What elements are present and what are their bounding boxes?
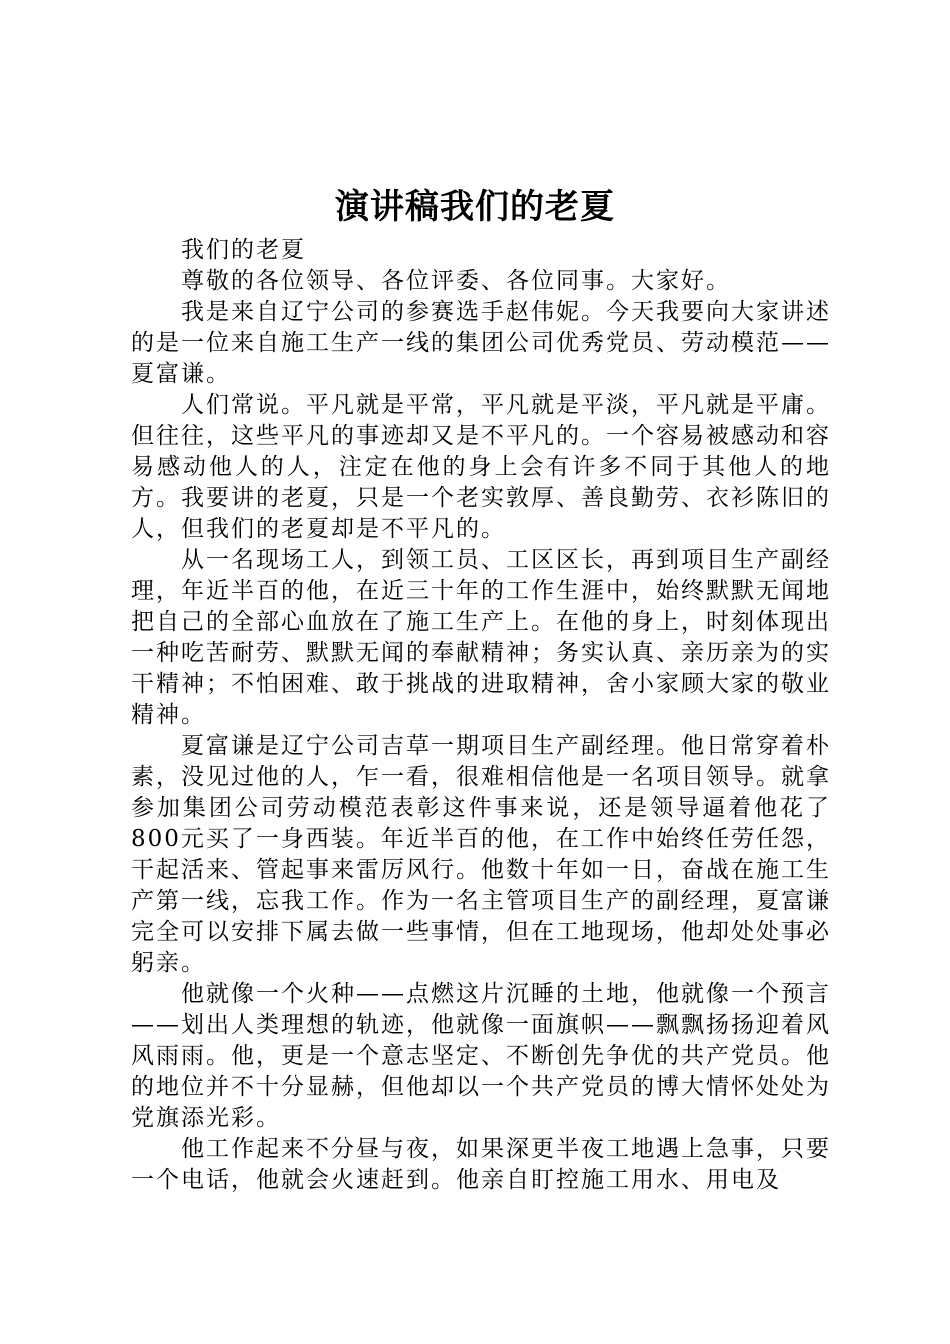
paragraph-greeting: 尊敬的各位领导、各位评委、各位同事。大家好。 — [181, 268, 731, 294]
paragraph: 夏富谦是辽宁公司吉草一期项目生产副经理。他日常穿着朴素，没见过他的人，乍一看，很难相信他是一名项目领导。就拿参加集团公司劳动模范表彰这件事来说，还是领导逼着他花了800元买了一身西装。年近半百的他，在工作中始终任劳任怨，干起活来、管起事来雷厉风行。他数十年如一日，奋战在施工生产第一线，忘我工作。作为一名主管项目生产的副经理，夏富谦完全可以安排下属去做一些事情，但在工地现场，他却处处事必躬亲。 — [131, 733, 831, 976]
document-body — [131, 235, 831, 1196]
paragraph: 我是来自辽宁公司的参赛选手赵伟妮。今天我要向大家讲述的是一位来自施工生产一线的集团公司优秀党员、劳动模范——夏富谦。 — [131, 299, 831, 387]
paragraph-heading: 我们的老夏 — [181, 237, 306, 263]
paragraph: 他就像一个火种——点燃这片沉睡的土地，他就像一个预言——划出人类理想的轨迹，他就像一面旗帜——飘飘扬扬迎着风风雨雨。他，更是一个意志坚定、不断创先争优的共产党员。他的地位并不十分显赫，但他却以一个共产党员的博大情怀处处为党旗添光彩。 — [131, 981, 831, 1131]
paragraph: 人们常说。平凡就是平常，平凡就是平淡，平凡就是平庸。但往往，这些平凡的事迹却又是不平凡的。一个容易被感动和容易感动他人的人，注定在他的身上会有许多不同于其他人的地方。我要讲的老夏，只是一个老实敦厚、善良勤劳、衣衫陈旧的人，但我们的老夏却是不平凡的。 — [131, 392, 831, 542]
paragraph: 从一名现场工人，到领工员、工区区长，再到项目生产副经理，年近半百的他，在近三十年的工作生涯中，始终默默无闻地把自己的全部心血放在了施工生产上。在他的身上，时刻体现出一种吃苦耐劳、默默无闻的奉献精神；务实认真、亲历亲为的实干精神；不怕困难、敢于挑战的进取精神，舍小家顾大家的敬业精神。 — [131, 547, 831, 728]
paragraph: 他工作起来不分昼与夜，如果深更半夜工地遇上急事，只要一个电话，他就会火速赶到。他亲自盯控施工用水、用电及 — [131, 1136, 831, 1193]
document-title: 演讲稿我们的老夏 — [335, 187, 615, 227]
